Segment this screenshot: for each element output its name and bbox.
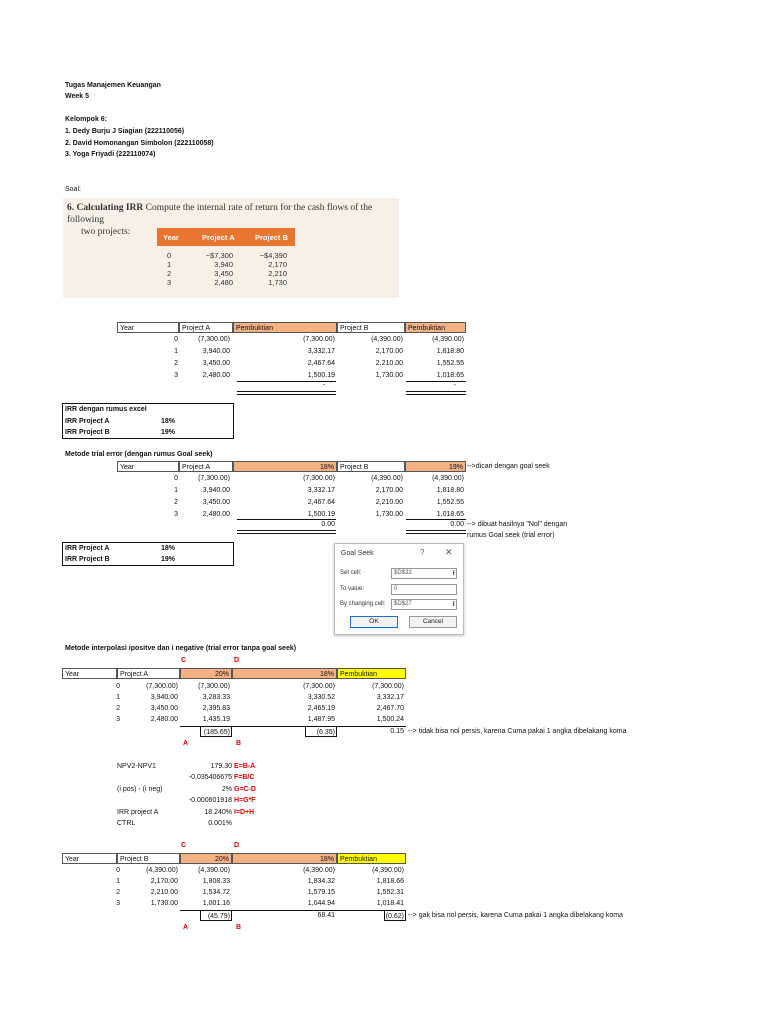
t4-cell: 1,834.32 (307, 878, 335, 885)
calc-formula: F=B/C (234, 774, 255, 781)
t3-cell: 3,283.33 (202, 694, 230, 701)
doc-week: Week 5 (65, 93, 89, 100)
t1-cell: 0 (174, 336, 178, 343)
t4-cell: 1,044.94 (307, 900, 335, 907)
irr2-b-value: 19% (161, 556, 176, 563)
t4-cell: 2 (116, 889, 120, 896)
t1-cell: (4,390.00) (432, 336, 464, 343)
t2-header-project-a: Project A (179, 461, 233, 472)
t4-total-18: 68.41 (317, 912, 335, 919)
t1-cell: 3,940.00 (202, 348, 230, 355)
t4-header-pembuktian: Pembuktian (337, 853, 406, 864)
set-cell-input[interactable]: $D$32 ⭱ (391, 568, 457, 579)
irr-a-value: 18% (161, 418, 176, 425)
t2-cell: 2,480.00 (202, 511, 230, 518)
collapse-arrow-icon[interactable]: ⭱ (452, 570, 455, 577)
t1-cell: (7,300.00) (198, 336, 230, 343)
changing-cell-label: By changing cell: (340, 601, 386, 607)
t3-label-b: B (236, 740, 242, 747)
t1-header-year: Year (117, 322, 179, 333)
t3-total-20: (185.65) (200, 726, 232, 737)
t1-cell: 2,480.00 (202, 372, 230, 379)
t4-header-18: 18% (232, 853, 337, 864)
t4-cell: 3 (116, 900, 120, 907)
t3-cell: 0 (116, 683, 120, 690)
t4-header-20: 20% (180, 853, 232, 864)
t1-header-project-b: Project B (337, 322, 405, 333)
irr-b-label: IRR Project B (65, 429, 110, 436)
t4-cell: 0 (116, 867, 120, 874)
to-value-input[interactable]: 0 (391, 584, 457, 595)
t3-header-pembuktian: Pembuktian (337, 668, 406, 679)
t3-cell: 2,395.83 (202, 705, 230, 712)
calc-value: 18.240% (204, 809, 232, 816)
t4-label-b: B (236, 924, 242, 931)
t3-cell: 3,450.00 (150, 705, 178, 712)
t1-cell: 1,552.55 (436, 360, 464, 367)
t2-header-rate-b[interactable]: 19% (405, 461, 466, 472)
irr-b-value: 19% (161, 429, 176, 436)
t4-cell: 1,534.72 (202, 889, 230, 896)
t4-total-20: (45.79) (200, 910, 232, 921)
calc-label: NPV2-NPV1 (117, 763, 156, 770)
calc-value: -0.000601918 (188, 797, 232, 804)
t3-cell: 1,500.24 (376, 716, 404, 723)
t3-cell: 2,480.00 (150, 716, 178, 723)
t4-cell: 2,170.00 (150, 878, 178, 885)
t1-total-b: - (453, 382, 456, 389)
calc-value: -0.035406675 (188, 774, 232, 781)
t2-title: Metode trial error (dengan rumus Goal seek) (65, 451, 213, 458)
goal-seek-dialog (334, 543, 464, 635)
t1-cell: 2,170.00 (375, 348, 403, 355)
t2-cell: (7,300.00) (198, 475, 230, 482)
irr2-a-value: 18% (161, 545, 176, 552)
t4-cell: 1,018.41 (376, 900, 404, 907)
t1-header-pembuktian-a: Pembuktian (233, 322, 337, 333)
calc-formula: H=G*F (234, 797, 256, 804)
t4-cell: (4,390.00) (198, 867, 230, 874)
t1-cell: 1 (174, 348, 178, 355)
t2-header-project-b: Project B (337, 461, 405, 472)
t1-cell: 3,332.17 (307, 348, 335, 355)
t3-cell: 1,435.19 (202, 716, 230, 723)
member-2: 2. David Homonangan Simbolon (222110058) (65, 140, 214, 147)
t3-cell: 2,467.70 (376, 705, 404, 712)
t1-cell: 2,210.00 (375, 360, 403, 367)
t2-cell: (4,390.00) (371, 475, 403, 482)
t2-cell: 2,467.64 (307, 499, 335, 506)
t1-total-a: - (322, 382, 325, 389)
t2-cell: 3,332.17 (307, 487, 335, 494)
t3-total-18: (6.35) (305, 726, 337, 737)
calc-formula: E=B-A (234, 763, 256, 770)
ok-button[interactable]: OK (350, 616, 398, 628)
calc-value: 2% (221, 786, 232, 793)
t4-cell: 1,818.66 (376, 878, 404, 885)
t2-total-b: 0.00 (450, 521, 464, 528)
t4-cell: 1 (116, 878, 120, 885)
t1-cell: 2 (174, 360, 178, 367)
t2-cell: 1 (174, 487, 178, 494)
t3-cell: (7,300.00) (303, 683, 335, 690)
t2-cell: 2,210.00 (375, 499, 403, 506)
t3-title: Metode interpolasi ipositve dan i negative (trial error tanpa goal seek) (65, 645, 297, 652)
t2-cell: (4,390.00) (432, 475, 464, 482)
problem-table-header: Year Project A Project B (157, 228, 295, 246)
t3-col-d: D (234, 657, 240, 664)
t1-cell: (4,390.00) (371, 336, 403, 343)
t3-cell: 3,332.17 (376, 694, 404, 701)
t2-cell: 1,500.19 (307, 511, 335, 518)
t4-header-project-b: Project B (117, 853, 180, 864)
t3-cell: 3,330.52 (307, 694, 335, 701)
t2-total-a: 0.00 (321, 521, 335, 528)
t2-cell: 2 (174, 499, 178, 506)
t4-note: --> gak bisa nol persis, karena Cuma pakai 1 angka dibelakang koma (408, 912, 623, 919)
t3-header-18: 18% (232, 668, 337, 679)
t2-cell: 3,450.00 (202, 499, 230, 506)
t4-col-d: D (234, 842, 240, 849)
member-3: 3. Yoga Friyadi (222110074) (65, 151, 156, 158)
t2-cell: 1,018.65 (436, 511, 464, 518)
t3-label-a: A (183, 740, 189, 747)
t2-cell: (7,300.00) (303, 475, 335, 482)
t1-cell: 1,500.19 (307, 372, 335, 379)
t4-header-year: Year (62, 853, 117, 864)
member-1: 1. Dedy Burju J Siagian (222110056) (65, 128, 185, 135)
t1-cell: 1,018.65 (436, 372, 464, 379)
t2-cell: 3 (174, 511, 178, 518)
set-cell-label: Set cell: (340, 570, 362, 576)
t4-cell: (4,390.00) (372, 867, 404, 874)
t3-header-project-a: Project A (117, 668, 180, 679)
calc-formula: I=D+H (234, 809, 255, 816)
to-value-label: To value: (340, 586, 365, 592)
help-icon[interactable]: ? (420, 548, 425, 557)
doc-title: Tugas Manajemen Keuangan (65, 82, 161, 89)
changing-cell-input[interactable]: $D$27 ⭱ (391, 599, 457, 610)
t2-cell: 1,818.80 (436, 487, 464, 494)
t4-cell: 1,730.00 (150, 900, 178, 907)
t2-header-rate-a[interactable]: 18% (233, 461, 337, 472)
t2-note-nol: --> dibuat hasilnya "Nol" dengan (467, 521, 568, 528)
t3-note: --> tidak bisa nol persis, karena Cuma pakai 1 angka dibelakang koma (408, 728, 627, 735)
t4-cell: (4,390.00) (146, 867, 178, 874)
t4-cell: 1,579.15 (307, 889, 335, 896)
calc-value: 0.001% (208, 820, 232, 827)
t4-cell: 1,552.31 (376, 889, 404, 896)
t2-cell: 3,940.00 (202, 487, 230, 494)
t3-total-pembuktian: 0.15 (390, 728, 404, 735)
t1-cell: (7,300.00) (303, 336, 335, 343)
t1-header-pembuktian-b: Pembuktian (405, 322, 466, 333)
t1-cell: 3 (174, 372, 178, 379)
irr-a-label: IRR Project A (65, 418, 110, 425)
t3-cell: 3,940.00 (150, 694, 178, 701)
t3-cell: 2 (116, 705, 120, 712)
irr2-b-label: IRR Project B (65, 556, 110, 563)
close-icon[interactable]: ✕ (445, 547, 453, 557)
calc-label: CTRL (117, 820, 136, 827)
t3-cell: (7,300.00) (372, 683, 404, 690)
calc-label: IRR project A (117, 809, 159, 816)
t3-cell: 1 (116, 694, 120, 701)
t4-cell: (4,390.00) (303, 867, 335, 874)
cancel-button[interactable]: Cancel (409, 616, 457, 628)
calc-label: (i pos) - (i neg) (117, 786, 163, 793)
t1-cell: 3,450.00 (202, 360, 230, 367)
t1-cell: 1,818.80 (436, 348, 464, 355)
t3-cell: 1,487.95 (307, 716, 335, 723)
irr2-a-label: IRR Project A (65, 545, 110, 552)
t4-cell: 2,210.00 (150, 889, 178, 896)
t2-cell: 1,730.00 (375, 511, 403, 518)
t3-cell: (7,300.00) (198, 683, 230, 690)
t3-col-c: C (181, 657, 187, 664)
irr-excel-title: IRR dengan rumus excel (65, 406, 147, 413)
t3-cell: 2,465.19 (307, 705, 335, 712)
group-label: Kelompok 6: (65, 116, 108, 123)
t3-cell: (7,300.00) (146, 683, 178, 690)
t1-cell: 1,730.00 (375, 372, 403, 379)
t2-note-rumus: rumus Goal seek (trial error) (467, 532, 555, 539)
soal-label: Soal: (65, 186, 81, 193)
calc-formula: G=C-D (234, 786, 256, 793)
textbook-problem: 6. Calculating IRR Compute the internal rate of return for the cash flows of the following two projects: Year Project A Project B 0 −$7,300 −$4,390 1 3,940 2,170 2 3,450 2,210 3 2,480 1,730 (63, 198, 399, 298)
t4-label-a: A (183, 924, 189, 931)
t2-header-year: Year (117, 461, 179, 472)
calc-value: 179.30 (210, 763, 232, 770)
t2-cell: 0 (174, 475, 178, 482)
t3-header-year: Year (62, 668, 117, 679)
collapse-arrow-icon[interactable]: ⭱ (452, 601, 455, 608)
t1-cell: 2,467.64 (307, 360, 335, 367)
t4-total-pembuktian: (0.62) (384, 910, 406, 921)
t4-col-c: C (181, 842, 187, 849)
t3-cell: 3 (116, 716, 120, 723)
t1-header-project-a: Project A (179, 322, 233, 333)
t2-note-goal-seek: -->dicari dengan goal seek (467, 463, 550, 470)
t3-header-20: 20% (180, 668, 232, 679)
t4-cell: 1,001.16 (202, 900, 230, 907)
t4-cell: 1,808.33 (202, 878, 230, 885)
t2-cell: 2,170.00 (375, 487, 403, 494)
problem-text: 6. Calculating IRR Compute the internal rate of return for the cash flows of the following two projects: (67, 203, 373, 237)
dialog-title: Goal Seek (341, 550, 374, 557)
t2-cell: 1,552.55 (436, 499, 464, 506)
